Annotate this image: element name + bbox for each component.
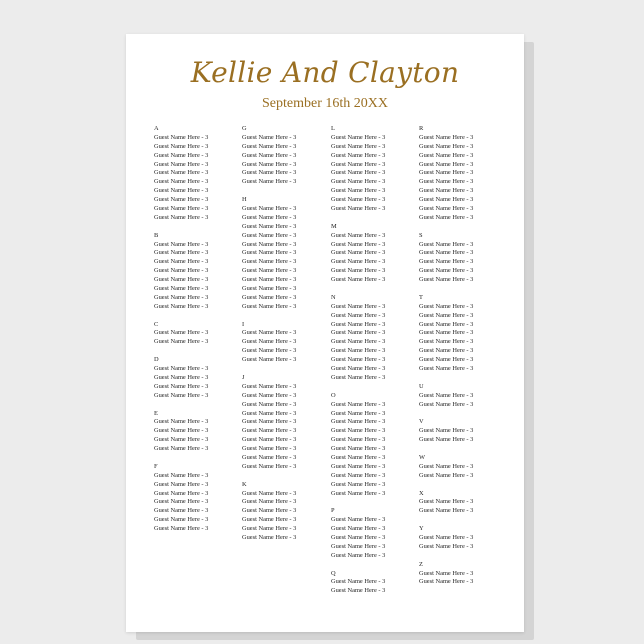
guest-entry: Guest Name Here - 3 (154, 418, 209, 426)
letter-group-c (154, 321, 240, 348)
letter-heading: N (331, 293, 336, 301)
guest-entry: Guest Name Here - 3 (242, 453, 297, 461)
letter-heading: U (419, 382, 424, 390)
guest-entry: Guest Name Here - 3 (331, 436, 386, 444)
letter-heading: K (242, 480, 247, 488)
letter-group-e (154, 410, 240, 454)
seating-chart-board (126, 34, 524, 632)
letter-group-f (154, 463, 240, 534)
letter-heading: J (242, 373, 245, 381)
guest-entry: Guest Name Here - 3 (154, 133, 209, 141)
group-spacer (154, 223, 240, 232)
letter-heading: F (154, 462, 158, 470)
column-2 (242, 125, 328, 543)
guest-entry: Guest Name Here - 3 (331, 542, 386, 550)
letter-group-t (419, 294, 505, 374)
guest-entry: Guest Name Here - 3 (419, 347, 474, 355)
group-spacer (154, 312, 240, 321)
guest-entry: Guest Name Here - 3 (154, 489, 209, 497)
guest-entry: Guest Name Here - 3 (331, 533, 386, 541)
guest-entry: Guest Name Here - 3 (331, 169, 386, 177)
guest-entry: Guest Name Here - 3 (331, 347, 386, 355)
guest-entry: Guest Name Here - 3 (419, 240, 474, 248)
guest-entry: Guest Name Here - 3 (154, 302, 209, 310)
guest-entry: Guest Name Here - 3 (242, 142, 297, 150)
letter-group-v (419, 418, 505, 445)
letter-heading: D (154, 356, 159, 364)
guest-entry: Guest Name Here - 3 (154, 525, 209, 533)
guest-entry: Guest Name Here - 3 (242, 516, 297, 524)
guest-entry: Guest Name Here - 3 (419, 507, 474, 515)
letter-group-w (419, 454, 505, 481)
guest-entry: Guest Name Here - 3 (419, 311, 474, 319)
group-spacer (419, 223, 505, 232)
guest-entry: Guest Name Here - 3 (242, 462, 297, 470)
letter-heading: V (419, 418, 424, 426)
letter-heading: R (419, 125, 424, 132)
letter-heading: H (242, 196, 247, 204)
guest-entry: Guest Name Here - 3 (242, 525, 297, 533)
guest-entry: Guest Name Here - 3 (419, 569, 474, 577)
guest-entry: Guest Name Here - 3 (242, 151, 297, 159)
guest-entry: Guest Name Here - 3 (242, 267, 297, 275)
guest-entry: Guest Name Here - 3 (242, 249, 297, 257)
guest-entry: Guest Name Here - 3 (331, 462, 386, 470)
group-spacer (419, 410, 505, 419)
guest-entry: Guest Name Here - 3 (331, 525, 386, 533)
guest-entry: Guest Name Here - 3 (154, 169, 209, 177)
guest-entry: Guest Name Here - 3 (154, 498, 209, 506)
guest-entry: Guest Name Here - 3 (419, 400, 474, 408)
guest-entry: Guest Name Here - 3 (331, 329, 386, 337)
guest-entry: Guest Name Here - 3 (331, 196, 386, 204)
guest-entry: Guest Name Here - 3 (331, 427, 386, 435)
letter-heading: G (242, 125, 247, 132)
group-spacer (331, 498, 417, 507)
guest-entry: Guest Name Here - 3 (331, 178, 386, 186)
letter-group-p (331, 507, 417, 560)
letter-heading: Z (419, 560, 423, 568)
guest-entry: Guest Name Here - 3 (154, 293, 209, 301)
guest-entry: Guest Name Here - 3 (242, 400, 297, 408)
guest-entry: Guest Name Here - 3 (154, 205, 209, 213)
guest-entry: Guest Name Here - 3 (242, 427, 297, 435)
guest-entry: Guest Name Here - 3 (419, 338, 474, 346)
guest-entry: Guest Name Here - 3 (242, 169, 297, 177)
letter-group-g (242, 125, 328, 187)
guest-entry: Guest Name Here - 3 (331, 151, 386, 159)
guest-entry: Guest Name Here - 3 (242, 276, 297, 284)
guest-entry: Guest Name Here - 3 (419, 276, 474, 284)
guest-entry: Guest Name Here - 3 (242, 213, 297, 221)
guest-entry: Guest Name Here - 3 (242, 356, 297, 364)
guest-entry: Guest Name Here - 3 (419, 267, 474, 275)
guest-entry: Guest Name Here - 3 (154, 516, 209, 524)
guest-entry: Guest Name Here - 3 (154, 436, 209, 444)
guest-entry: Guest Name Here - 3 (331, 142, 386, 150)
letter-heading: I (242, 320, 245, 328)
guest-entry: Guest Name Here - 3 (419, 133, 474, 141)
guest-entry: Guest Name Here - 3 (419, 302, 474, 310)
guest-entry: Guest Name Here - 3 (242, 285, 297, 293)
group-spacer (154, 454, 240, 463)
letter-heading: S (419, 231, 423, 239)
guest-entry: Guest Name Here - 3 (419, 178, 474, 186)
column-3 (331, 125, 417, 596)
letter-heading: C (154, 320, 159, 328)
guest-entry: Guest Name Here - 3 (154, 445, 209, 453)
guest-entry: Guest Name Here - 3 (331, 267, 386, 275)
letter-heading: X (419, 489, 424, 497)
guest-entry: Guest Name Here - 3 (331, 187, 386, 195)
guest-entry: Guest Name Here - 3 (242, 436, 297, 444)
group-spacer (419, 481, 505, 490)
guest-entry: Guest Name Here - 3 (419, 320, 474, 328)
group-spacer (419, 516, 505, 525)
guest-entry: Guest Name Here - 3 (331, 480, 386, 488)
guest-entry: Guest Name Here - 3 (154, 338, 209, 346)
guest-entry: Guest Name Here - 3 (242, 489, 297, 497)
guest-entry: Guest Name Here - 3 (154, 276, 209, 284)
letter-group-b (154, 232, 240, 312)
letter-group-x (419, 490, 505, 517)
guest-entry: Guest Name Here - 3 (331, 409, 386, 417)
letter-heading: A (154, 125, 159, 132)
guest-entry: Guest Name Here - 3 (154, 382, 209, 390)
guest-entry: Guest Name Here - 3 (419, 498, 474, 506)
guest-entry: Guest Name Here - 3 (242, 178, 297, 186)
guest-entry: Guest Name Here - 3 (331, 453, 386, 461)
guest-entry: Guest Name Here - 3 (331, 338, 386, 346)
column-1 (154, 125, 240, 534)
guest-entry: Guest Name Here - 3 (242, 507, 297, 515)
letter-heading: T (419, 293, 423, 301)
guest-entry: Guest Name Here - 3 (154, 178, 209, 186)
guest-entry: Guest Name Here - 3 (242, 240, 297, 248)
guest-entry: Guest Name Here - 3 (419, 169, 474, 177)
guest-entry: Guest Name Here - 3 (419, 258, 474, 266)
guest-entry: Guest Name Here - 3 (242, 231, 297, 239)
guest-entry: Guest Name Here - 3 (154, 285, 209, 293)
group-spacer (419, 374, 505, 383)
letter-group-o (331, 392, 417, 499)
guest-entry: Guest Name Here - 3 (242, 533, 297, 541)
guest-entry: Guest Name Here - 3 (419, 578, 474, 586)
guest-entry: Guest Name Here - 3 (331, 578, 386, 586)
guest-entry: Guest Name Here - 3 (154, 196, 209, 204)
guest-entry: Guest Name Here - 3 (419, 196, 474, 204)
guest-entry: Guest Name Here - 3 (331, 311, 386, 319)
guest-entry: Guest Name Here - 3 (242, 258, 297, 266)
guest-entry: Guest Name Here - 3 (154, 142, 209, 150)
letter-group-h (242, 196, 328, 312)
letter-heading: O (331, 391, 336, 399)
guest-entry: Guest Name Here - 3 (154, 391, 209, 399)
letter-heading: Y (419, 525, 424, 533)
guest-entry: Guest Name Here - 3 (242, 445, 297, 453)
letter-group-u (419, 383, 505, 410)
group-spacer (331, 285, 417, 294)
guest-entry: Guest Name Here - 3 (331, 489, 386, 497)
guest-entry: Guest Name Here - 3 (242, 205, 297, 213)
guest-entry: Guest Name Here - 3 (331, 445, 386, 453)
guest-entry: Guest Name Here - 3 (154, 151, 209, 159)
group-spacer (242, 472, 328, 481)
guest-entry: Guest Name Here - 3 (154, 240, 209, 248)
guest-entry: Guest Name Here - 3 (419, 213, 474, 221)
guest-entry: Guest Name Here - 3 (331, 258, 386, 266)
guest-entry: Guest Name Here - 3 (154, 507, 209, 515)
group-spacer (154, 401, 240, 410)
letter-group-y (419, 525, 505, 552)
letter-heading: B (154, 231, 159, 239)
letter-group-m (331, 223, 417, 285)
guest-entry: Guest Name Here - 3 (419, 471, 474, 479)
guest-entry: Guest Name Here - 3 (154, 427, 209, 435)
letter-heading: L (331, 125, 335, 132)
guest-entry: Guest Name Here - 3 (419, 391, 474, 399)
guest-entry: Guest Name Here - 3 (419, 365, 474, 373)
couple-names-title: Kellie And Clayton (190, 56, 460, 89)
guest-entry: Guest Name Here - 3 (419, 427, 474, 435)
group-spacer (419, 552, 505, 561)
letter-group-a (154, 125, 240, 223)
group-spacer (419, 445, 505, 454)
guest-entry: Guest Name Here - 3 (331, 276, 386, 284)
guest-entry: Guest Name Here - 3 (331, 302, 386, 310)
guest-entry: Guest Name Here - 3 (419, 329, 474, 337)
guest-entry: Guest Name Here - 3 (154, 187, 209, 195)
letter-group-s (419, 232, 505, 285)
guest-entry: Guest Name Here - 3 (331, 400, 386, 408)
guest-entry: Guest Name Here - 3 (242, 329, 297, 337)
letter-group-n (331, 294, 417, 383)
letter-group-k (242, 481, 328, 543)
guest-entry: Guest Name Here - 3 (419, 187, 474, 195)
guest-entry: Guest Name Here - 3 (154, 258, 209, 266)
guest-entry: Guest Name Here - 3 (242, 347, 297, 355)
guest-entry: Guest Name Here - 3 (242, 391, 297, 399)
event-date: September 16th 20XX (262, 96, 388, 111)
guest-entry: Guest Name Here - 3 (154, 329, 209, 337)
guest-entry: Guest Name Here - 3 (242, 498, 297, 506)
guest-entry: Guest Name Here - 3 (154, 480, 209, 488)
guest-entry: Guest Name Here - 3 (154, 249, 209, 257)
letter-heading: W (419, 453, 426, 461)
letter-group-j (242, 374, 328, 472)
guest-entry: Guest Name Here - 3 (331, 373, 386, 381)
guest-entry: Guest Name Here - 3 (331, 231, 386, 239)
group-spacer (331, 561, 417, 570)
guest-entry: Guest Name Here - 3 (242, 302, 297, 310)
guest-entry: Guest Name Here - 3 (331, 356, 386, 364)
letter-heading: P (331, 507, 335, 515)
guest-entry: Guest Name Here - 3 (331, 418, 386, 426)
group-spacer (154, 347, 240, 356)
letter-heading: M (331, 222, 337, 230)
guest-entry: Guest Name Here - 3 (154, 213, 209, 221)
guest-entry: Guest Name Here - 3 (419, 151, 474, 159)
guest-entry: Guest Name Here - 3 (242, 418, 297, 426)
guest-entry: Guest Name Here - 3 (154, 471, 209, 479)
guest-entry: Guest Name Here - 3 (154, 267, 209, 275)
guest-entry: Guest Name Here - 3 (331, 587, 386, 595)
letter-heading: E (154, 409, 158, 417)
guest-entry: Guest Name Here - 3 (331, 133, 386, 141)
guest-entry: Guest Name Here - 3 (331, 320, 386, 328)
guest-entry: Guest Name Here - 3 (419, 160, 474, 168)
guest-entry: Guest Name Here - 3 (242, 338, 297, 346)
guest-entry: Guest Name Here - 3 (419, 356, 474, 364)
guest-entry: Guest Name Here - 3 (242, 133, 297, 141)
letter-group-z (419, 561, 505, 588)
guest-entry: Guest Name Here - 3 (154, 365, 209, 373)
guest-entry: Guest Name Here - 3 (242, 222, 297, 230)
guest-entry: Guest Name Here - 3 (419, 533, 474, 541)
letter-group-d (154, 356, 240, 400)
guest-entry: Guest Name Here - 3 (154, 373, 209, 381)
group-spacer (419, 285, 505, 294)
group-spacer (242, 365, 328, 374)
guest-entry: Guest Name Here - 3 (154, 160, 209, 168)
guest-entry: Guest Name Here - 3 (419, 249, 474, 257)
group-spacer (242, 312, 328, 321)
guest-entry: Guest Name Here - 3 (331, 471, 386, 479)
guest-entry: Guest Name Here - 3 (331, 516, 386, 524)
guest-entry: Guest Name Here - 3 (331, 160, 386, 168)
letter-group-q (331, 570, 417, 597)
guest-entry: Guest Name Here - 3 (242, 160, 297, 168)
guest-entry: Guest Name Here - 3 (242, 293, 297, 301)
group-spacer (331, 383, 417, 392)
guest-entry: Guest Name Here - 3 (419, 205, 474, 213)
guest-entry: Guest Name Here - 3 (242, 382, 297, 390)
group-spacer (242, 187, 328, 196)
guest-entry: Guest Name Here - 3 (331, 365, 386, 373)
column-4 (419, 125, 505, 587)
letter-group-l (331, 125, 417, 214)
guest-entry: Guest Name Here - 3 (331, 240, 386, 248)
guest-entry: Guest Name Here - 3 (331, 205, 386, 213)
guest-entry: Guest Name Here - 3 (419, 542, 474, 550)
guest-entry: Guest Name Here - 3 (331, 249, 386, 257)
letter-group-i (242, 321, 328, 365)
guest-entry: Guest Name Here - 3 (419, 142, 474, 150)
guest-entry: Guest Name Here - 3 (419, 436, 474, 444)
letter-group-r (419, 125, 505, 223)
letter-heading: Q (331, 569, 336, 577)
guest-entry: Guest Name Here - 3 (242, 409, 297, 417)
guest-entry: Guest Name Here - 3 (419, 462, 474, 470)
group-spacer (331, 214, 417, 223)
guest-entry: Guest Name Here - 3 (331, 551, 386, 559)
